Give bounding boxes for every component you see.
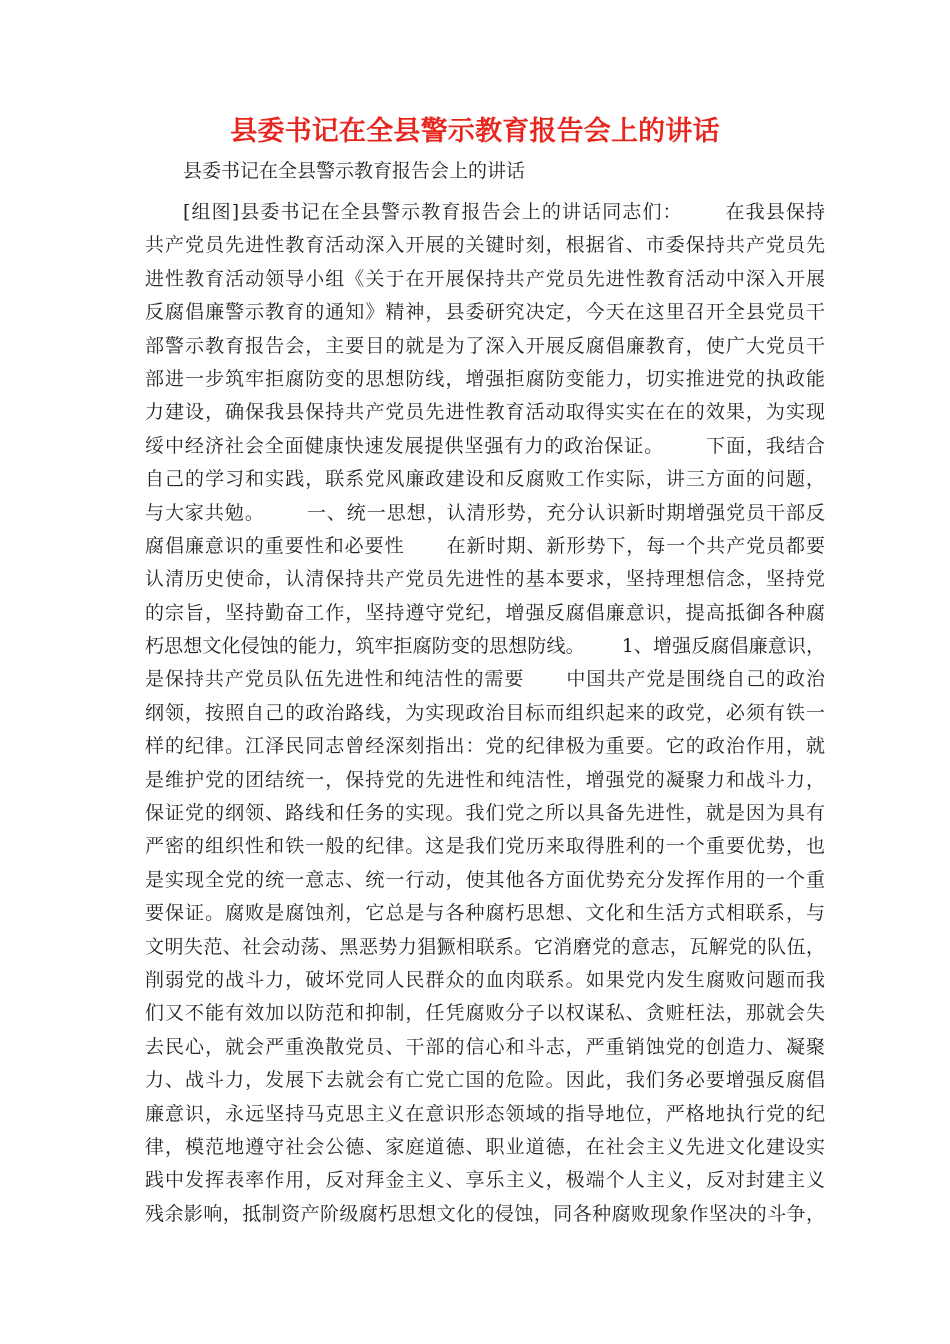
body-text-line: 保证党的纲领、路线和任务的实现。我们党之所以具备先进性，就是因为具有 [145, 802, 825, 825]
body-text-line: 残余影响，抵制资产阶级腐朽思想文化的侵蚀，同各种腐败现象作坚决的斗争， [145, 1202, 825, 1225]
body-text-line: 腐倡廉意识的重要性和必要性 在新时期、新形势下，每一个共产党员都要 [145, 534, 825, 557]
body-text-line: 文明失范、社会动荡、黑恶势力猖獗相联系。它消磨党的意志，瓦解党的队伍， [145, 935, 825, 958]
body-text-line: 共产党员先进性教育活动深入开展的关键时刻，根据省、市委保持共产党员先 [145, 234, 825, 257]
body-text-line: 自己的学习和实践，联系党风廉政建设和反腐败工作实际，讲三方面的问题， [145, 468, 825, 491]
body-text-line: 律，模范地遵守社会公德、家庭道德、职业道德，在社会主义先进文化建设实 [145, 1135, 825, 1158]
body-text-line: 反腐倡廉警示教育的通知》精神，县委研究决定，今天在这里召开全县党员干 [145, 301, 825, 324]
body-text-line: 部警示教育报告会，主要目的就是为了深入开展反腐倡廉教育，使广大党员干 [145, 334, 825, 357]
body-text-line: 进性教育活动领导小组《关于在开展保持共产党员先进性教育活动中深入开展 [145, 267, 825, 290]
body-text-line: 是保持共产党员队伍先进性和纯洁性的需要 中国共产党是围绕自己的政治 [145, 668, 825, 691]
body-text-line: 纲领，按照自己的政治路线，为实现政治目标而组织起来的政党，必须有铁一 [145, 701, 825, 724]
body-text-line: 是实现全党的统一意志、统一行动，使其他各方面优势充分发挥作用的一个重 [145, 868, 825, 891]
body-text-line: 力建设，确保我县保持共产党员先进性教育活动取得实实在在的效果，为实现 [145, 401, 825, 424]
body-text-line: 去民心，就会严重涣散党员、干部的信心和斗志，严重销蚀党的创造力、凝聚 [145, 1035, 825, 1058]
body-text-line: 廉意识，永远坚持马克思主义在意识形态领域的指导地位，严格地执行党的纪 [145, 1102, 825, 1125]
body-text-line: 是维护党的团结统一，保持党的先进性和纯洁性，增强党的凝聚力和战斗力， [145, 768, 825, 791]
body-text-line: 们又不能有效加以防范和抑制，任凭腐败分子以权谋私、贪赃枉法，那就会失 [145, 1002, 825, 1025]
body-text-line: 严密的组织性和铁一般的纪律。这是我们党历来取得胜利的一个重要优势，也 [145, 835, 825, 858]
document-body [145, 196, 825, 1231]
body-text-line: 践中发挥表率作用，反对拜金主义、享乐主义，极端个人主义，反对封建主义 [145, 1169, 825, 1192]
body-text-line: 朽思想文化侵蚀的能力，筑牢拒腐防变的思想防线。 1、增强反腐倡廉意识， [145, 635, 825, 658]
body-text-line: [组图]县委书记在全县警示教育报告会上的讲话同志们： 在我县保持 [183, 201, 825, 223]
body-text-line: 部进一步筑牢拒腐防变的思想防线，增强拒腐防变能力，切实推进党的执政能 [145, 367, 825, 390]
body-text-line: 绥中经济社会全面健康快速发展提供坚强有力的政治保证。 下面，我结合 [145, 434, 825, 457]
document-subtitle: 县委书记在全县警示教育报告会上的讲话 [183, 160, 526, 182]
body-text-line: 削弱党的战斗力，破坏党同人民群众的血肉联系。如果党内发生腐败问题而我 [145, 968, 825, 991]
body-text-line: 样的纪律。江泽民同志曾经深刻指出：党的纪律极为重要。它的政治作用，就 [145, 735, 825, 758]
body-text-line: 与大家共勉。 一、统一思想，认清形势，充分认识新时期增强党员干部反 [145, 501, 825, 524]
document-title: 县委书记在全县警示教育报告会上的讲话 [230, 116, 720, 147]
body-text-line: 要保证。腐败是腐蚀剂，它总是与各种腐朽思想、文化和生活方式相联系，与 [145, 902, 825, 925]
body-text-line: 的宗旨，坚持勤奋工作，坚持遵守党纪，增强反腐倡廉意识，提高抵御各种腐 [145, 601, 825, 624]
body-text-line: 力、战斗力，发展下去就会有亡党亡国的危险。因此，我们务必要增强反腐倡 [145, 1069, 825, 1092]
body-text-line: 认清历史使命，认清保持共产党员先进性的基本要求，坚持理想信念，坚持党 [145, 568, 825, 591]
